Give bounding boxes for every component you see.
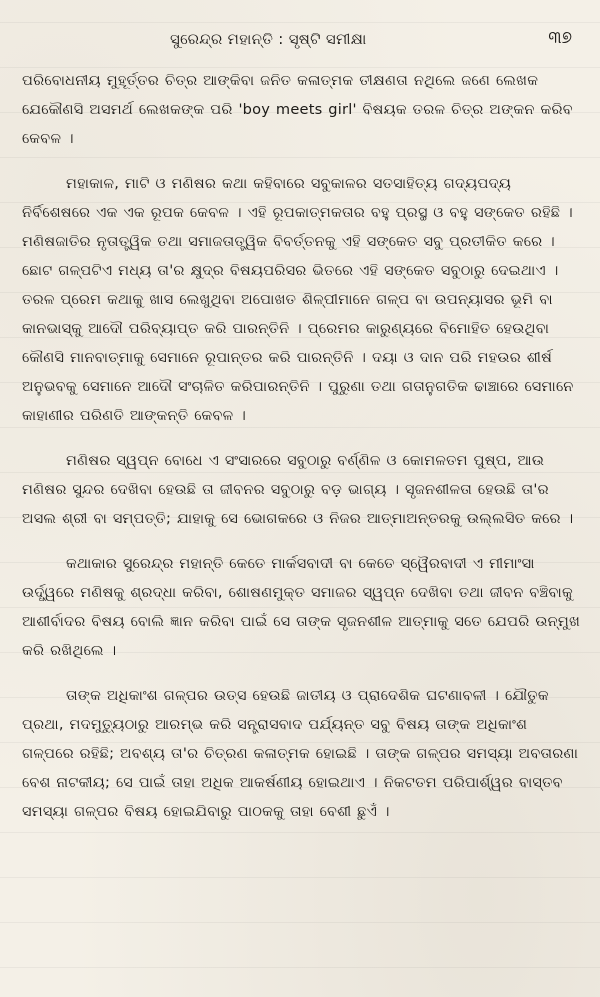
page-number: ୩୭: [548, 28, 572, 48]
paragraph-3: ମଣିଷର ସ୍ୱପ୍ନ ବୋଧେ ଏ ସଂସାରରେ ସବୁଠାରୁ ବର୍ଣ୍ଣିଳ ଓ କୋମଳତମ ପୁଷ୍ପ, ଆଉ ମଣିଷର ସୁନ୍ଦର ଦେଖିବା ହେଉଛି ତା ଜୀବନର ସବୁଠାରୁ ବଡ଼ ଭାଗ୍ୟ । ସୃଜନଶୀଳତା ହେଉଛି ତା'ର ଅସଲ ଶ୍ରୀ ବା ସମ୍ପତ୍ତି; ଯାହାକୁ ସେ ଭୋଗକରେ ଓ ନିଜର ଆତ୍ମାଅନ୍ତରକୁ ଉଲ୍ଲସିତ କରେ ।: [22, 452, 574, 527]
paragraph-1: ପରିବୋଧନୀୟ ମୁହୂର୍ତ୍ତର ଚିତ୍ର ଆଙ୍କିବା ଜନିତ କଳାତ୍ମକ ତୀକ୍ଷଣତା ନଥିଲେ ଜଣେ ଲେଖକ ଯେକୌଣସି ଅସମର୍ଥ ଲେଖକଙ୍କ ପରି 'boy meets girl' ବିଷୟକ ତରଳ ଚିତ୍ର ଅଙ୍କନ କରିବ କେବଳ ।: [22, 72, 573, 147]
page-header: [0, 30, 600, 58]
paragraph-4: କଥାକାର ସୁରେନ୍ଦ୍ର ମହାନ୍ତି କେତେ ମାର୍କସବାଦୀ ବା କେତେ ସ୍ୱୈରବାଦୀ ଏ ମୀମାଂସା ଉର୍ଦ୍ଧ୍ୱରେ ମଣିଷକୁ ଶ୍ରଦ୍ଧା କରିବା, ଶୋଷଣମୁକ୍ତ ସମାଜର ସ୍ୱପ୍ନ ଦେଖିବା ତଥା ଜୀବନ ବଞ୍ଚିବାକୁ ଆଶୀର୍ବାଦର ବିଷୟ ବୋଲି ଜ୍ଞାନ କରିବା ପାଇଁ ସେ ତାଙ୍କ ସୃଜନଶୀଳ ଆତ୍ମାକୁ ସତେ ଯେପରି ଉନ୍ମୁଖ କରି ରଖିଥିଲେ ।: [22, 555, 581, 659]
running-head: ସୁରେନ୍ଦ୍ର ମହାନ୍ତି : ସୃଷ୍ଟି ସମୀକ୍ଷା: [170, 30, 367, 48]
paragraph-5: ତାଙ୍କ ଅଧିକାଂଶ ଗଳ୍ପର ଉତ୍ସ ହେଉଛି ଜାତୀୟ ଓ ପ୍ରାଦେଶିକ ଘଟଣାବଳୀ । ଯୌତୁକ ପ୍ରଥା, ମଦମୁତ୍ୟୁଠାରୁ ଆରମ୍ଭ କରି ସନ୍ତ୍ରାସବାଦ ପର୍ଯ୍ୟନ୍ତ ସବୁ ବିଷୟ ତାଙ୍କ ଅଧିକାଂଶ ଗଳ୍ପରେ ରହିଛି; ଅବଶ୍ୟ ତା'ର ଚିତ୍ରଣ କଳାତ୍ମକ ହୋଇଛି । ତାଙ୍କ ଗଳ୍ପର ସମସ୍ୟା ଅବତାରଣା ବେଶ ନାଟକୀୟ; ସେ ପାଇଁ ତାହା ଅଧିକ ଆକର୍ଷଣୀୟ ହୋଇଥାଏ । ନିକଟତମ ପରିପାର୍ଶ୍ୱର ବାସ୍ତବ ସମସ୍ୟା ଗଳ୍ପର ବିଷୟ ହୋଇଯିବାରୁ ପାଠକକୁ ତାହା ବେଶୀ ଛୁଏଁ ।: [22, 687, 579, 820]
body-text: [22, 66, 582, 826]
paragraph-2: ମହାକାଳ, ମାଟି ଓ ମଣିଷର କଥା କହିବାରେ ସବୁକାଳର ସତସାହିତ୍ୟ ଗଦ୍ୟପଦ୍ୟ ନିର୍ବିଶେଷରେ ଏକ ଏକ ରୂପକ କେବଳ । ଏହି ରୂପକାତ୍ମକତାର ବହୁ ପ୍ରସ୍ଥ ଓ ବହୁ ସଙ୍କେତ ରହିଛି । ମଣିଷଜାତିର ନୃତାତ୍ତ୍ୱିକ ତଥା ସମାଜତାତ୍ତ୍ୱିକ ବିବର୍ତ୍ତନକୁ ଏହି ସଙ୍କେତ ସବୁ ପ୍ରତୀକିତ କରେ । ଛୋଟ ଗଳ୍ପଟିଏ ମଧ୍ୟ ତା'ର କ୍ଷୁଦ୍ର ବିଷୟପରିସର ଭିତରେ ଏହି ସଙ୍କେତ ସବୁଠାରୁ ଦେଇଥାଏ । ତରଳ ପ୍ରେମ କଥାକୁ ଖାସ ଲେଖୁଥିବା ଅପୋଖତ ଶିଳ୍ପୀମାନେ ଗଳ୍ପ ବା ଉପନ୍ୟାସର ଭୂମି ବା କାନଭାସ୍‌କୁ ଆଦୌ ପରିବ୍ୟାପ୍ତ କରି ପାରନ୍ତିନି । ପ୍ରେମର କାରୁଣ୍ୟରେ ବିମୋହିତ ହେଉଥିବା କୌଣସି ମାନବାତ୍ମାକୁ ସେମାନେ ରୂପାନ୍ତର କରି ପାରନ୍ତିନି । ଦୟା ଓ ଦାନ ପରି ମହଉର ଶୀର୍ଷ ଅନୁଭବକୁ ସେମାନେ ଆଦୌ ସଂଚାଳିତ କରିପାରନ୍ତିନି । ପୁରୁଣା ତଥା ଗତାନୁଗତିକ ଢାଞ୍ଚାରେ ସେମାନେ କାହାଣୀର ପରିଣତି ଆଙ୍କନ୍ତି କେବଳ ।: [22, 175, 574, 424]
